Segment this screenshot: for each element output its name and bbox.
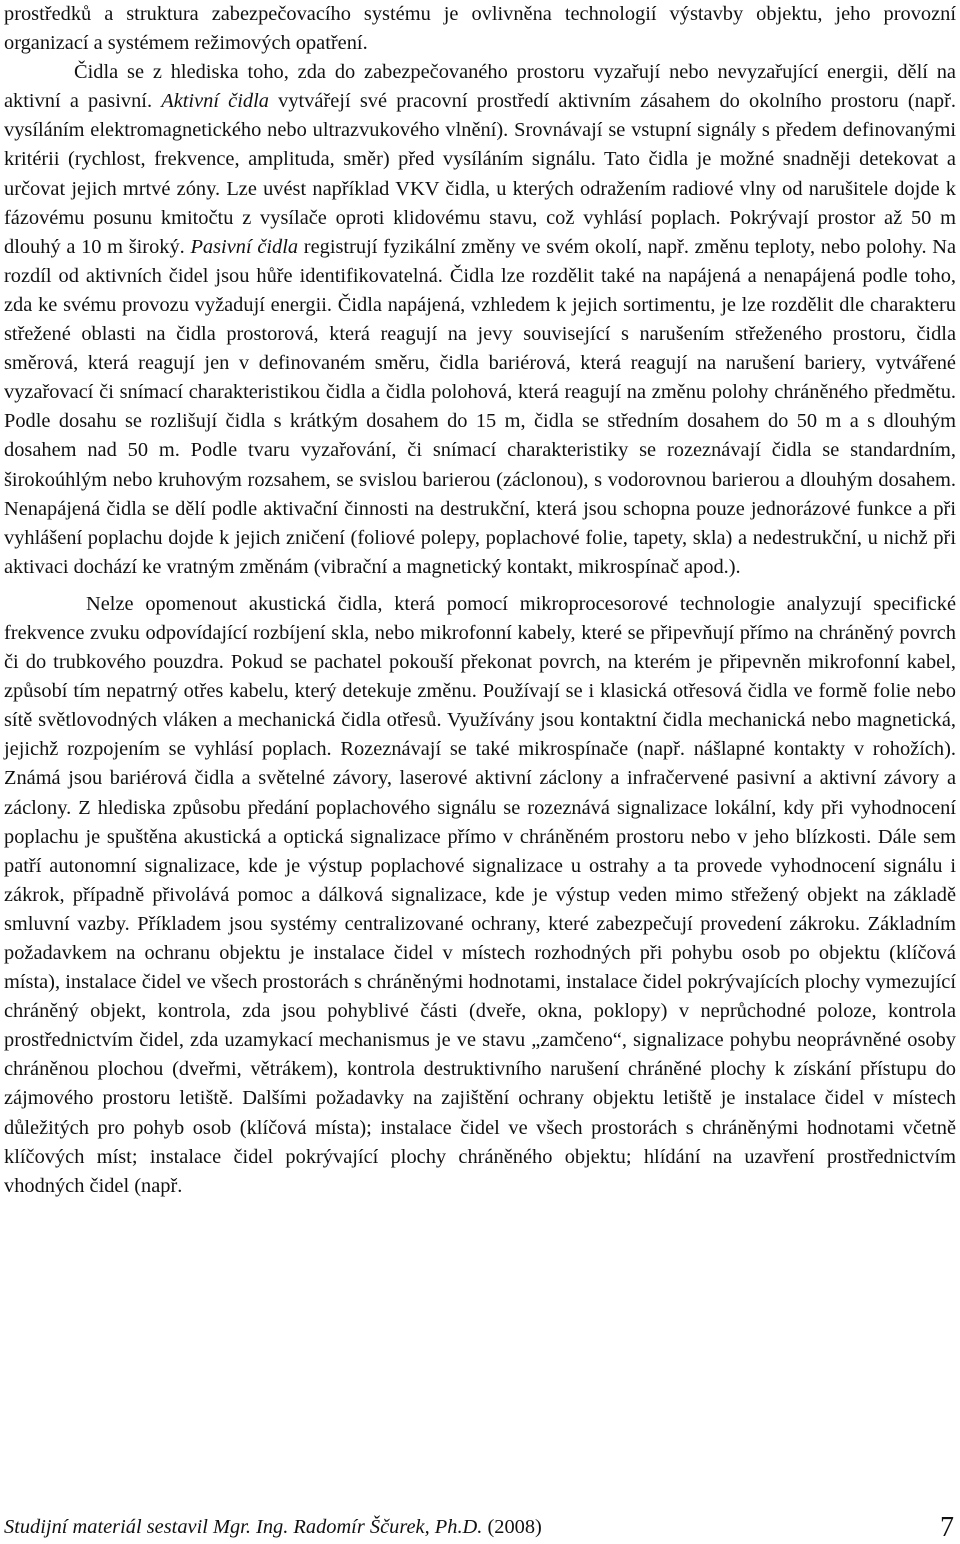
page-footer: [4, 1508, 956, 1543]
italic-term: Aktivní čidla: [161, 90, 269, 113]
paragraph-sensor-types: [4, 58, 956, 582]
text-run: Nelze opomenout akustická čidla, která pomocí mikroprocesorové technologie analyzují specifické frekvence zvuku odpovídající rozbíjení skla, nebo mikrofonní kabely, které se připevňují přímo na chráněný povrch či do trubkového pouzdra. Pokud se pachatel pokouší překonat povrch, na kterém je připevněn mikrofonní kabel, způsobí tím nepatrný otřes kabelu, který detekuje změnu. Používají se i klasická otřesová čidla ve formě folie nebo sítě světlovodných vláken a mechanická čidla otřesů. Využívány jsou kontaktní čidla mechanická nebo magnetická, jejichž rozpojením se vyhlásí poplach. Rozeznávají se také mikrospínače (např. nášlapné kontakty v rohožích). Známá jsou bariérová čidla a světelné závory, laserové aktivní záclony a infračervené pasivní a aktivní závory a záclony. Z hlediska způsobu předání poplachového signálu se rozeznává signalizace lokální, kdy při vyhodnocení poplachu je spuštěna akustická a optická signalizace přímo v chráněném prostoru nebo v jeho blízkosti. Dále sem patří autonomní signalizace, kde je výstup poplachové signalizace u ostrahy a ta provede vyhodnocení signálu i zákrok, případně přivolává pomoc a dálková signalizace, kde je výstup veden mimo střežený objekt na základě smluvní vazby. Příkladem jsou systémy centralizované ochrany, které zabezpečují provedení zákroku. Základním požadavkem na ochranu objektu je instalace čidel v místech rozhodných při pohybu osob po objektu (klíčová místa), instalace čidel ve všech prostorách s chráněnými hodnotami, instalace čidel pokrývajících plochy vymezující chráněný objekt, kontrola, zda jsou pohyblivé části (dveře, okna, poklopy) v neprůchodné poloze, kontrola prostřednictvím čidel, zda uzamykací mechanismus je ve stavu „zamčeno“, signalizace pohybu neoprávněné osoby chráněnou plochou (dveřmi, větrákem), kontrola destruktivního narušení chráněné plochy k získání přístupu do zájmového prostoru letiště. Dalšími požadavky na zajištění ochrany objektu letiště je instalace čidel v místech důležitých pro pohyb osob (klíčová místa); instalace čidel ve všech prostorách s chráněnými hodnotami včetně klíčových míst; instalace čidel pokrývající plochy chráněného objektu; hlídání na uzavření prostřednictvím vhodných čidel (např.: [4, 592, 956, 1197]
text-run: vytvářejí své pracovní prostředí aktivním zásahem do okolního prostoru (např. vysíláním elektromagnetického nebo ultrazvukového vlnění). Srovnávají se vstupní signály s předem definovanými kritérii (rychlost, frekvence, amplituda, směr) před vysíláním signálu. Tato čidla je možné snadněji detekovat a určovat jejich mrtvé zóny. Lze uvést například VKV čidla, u kterých odražením radiové vlny od narušitele dojde k fázovému posunu kmitočtu z vysílače oproti klidovému stavu, což vyhlásí poplach. Pokrývají prostor až 50 m dlouhý a 10 m široký.: [4, 90, 956, 258]
paragraph-continuation: [4, 0, 956, 58]
footer-author: [4, 1516, 542, 1539]
text-run: prostředků a struktura zabezpečovacího systému je ovlivněna technologií výstavby objektu, jeho provozní organizací a systémem režimových opatření.: [4, 3, 956, 55]
body-text: [4, 0, 956, 1201]
italic-term: Pasivní čidla: [190, 235, 299, 258]
footer-year: (2008): [487, 1516, 542, 1538]
page-number: 7: [940, 1512, 954, 1543]
text-run: registrují fyzikální změny ve svém okolí, např. změnu teploty, nebo polohy. Na rozdíl od aktivních čidel jsou hůře identifikovatelná. Čidla lze rozdělit také na napájená a nenapájená podle toho, zda ke svému provozu vyžadují energii. Čidla napájená, vzhledem k jejich sortimentu, je lze rozdělit dle charakteru střežené oblasti na čidla prostorová, která reagují na jevy související s narušením střeženého prostoru, čidla směrová, která reagují jen v definovaném směru, čidla bariérová, která reagují na narušení bariery, vytvářené vyzařovací či snímací charakteristikou čidla a čidla polohová, která reagují na změnu polohy chráněného předmětu. Podle dosahu se rozlišují čidla s krátkým dosahem do 15 m, čidla se středním dosahem do 50 m a s dlouhým dosahem nad 50 m. Podle tvaru vyzařování, či snímací charakteristiky se rozeznávají čidla se standardním, širokoúhlým nebo kruhovým rozsahem, se svislou barierou (záclonou), s vodorovnou barierou a dlouhým dosahem. Nenapájená čidla se dělí podle aktivační činnosti na destrukční, která jsou schopna pouze jednorázové funkce a při vyhlášení poplachu dojde k jejich zničení (foliové polepy, poplachové folie, tapety, skla) a nedestrukční, u nichž při aktivaci dochází ke vratným změnám (vibrační a magnetický kontakt, mikrospínač apod.).: [4, 235, 957, 578]
paragraph-acoustic-sensors: [4, 590, 956, 1201]
footer-author-text: Studijní materiál sestavil Mgr. Ing. Radomír Ščurek, Ph.D.: [4, 1516, 483, 1538]
text-run: Čidla se z hlediska toho, zda do zabezpečovaného prostoru vyzařují nebo nevyzařující energii, dělí na aktivní a pasivní.: [4, 61, 956, 113]
